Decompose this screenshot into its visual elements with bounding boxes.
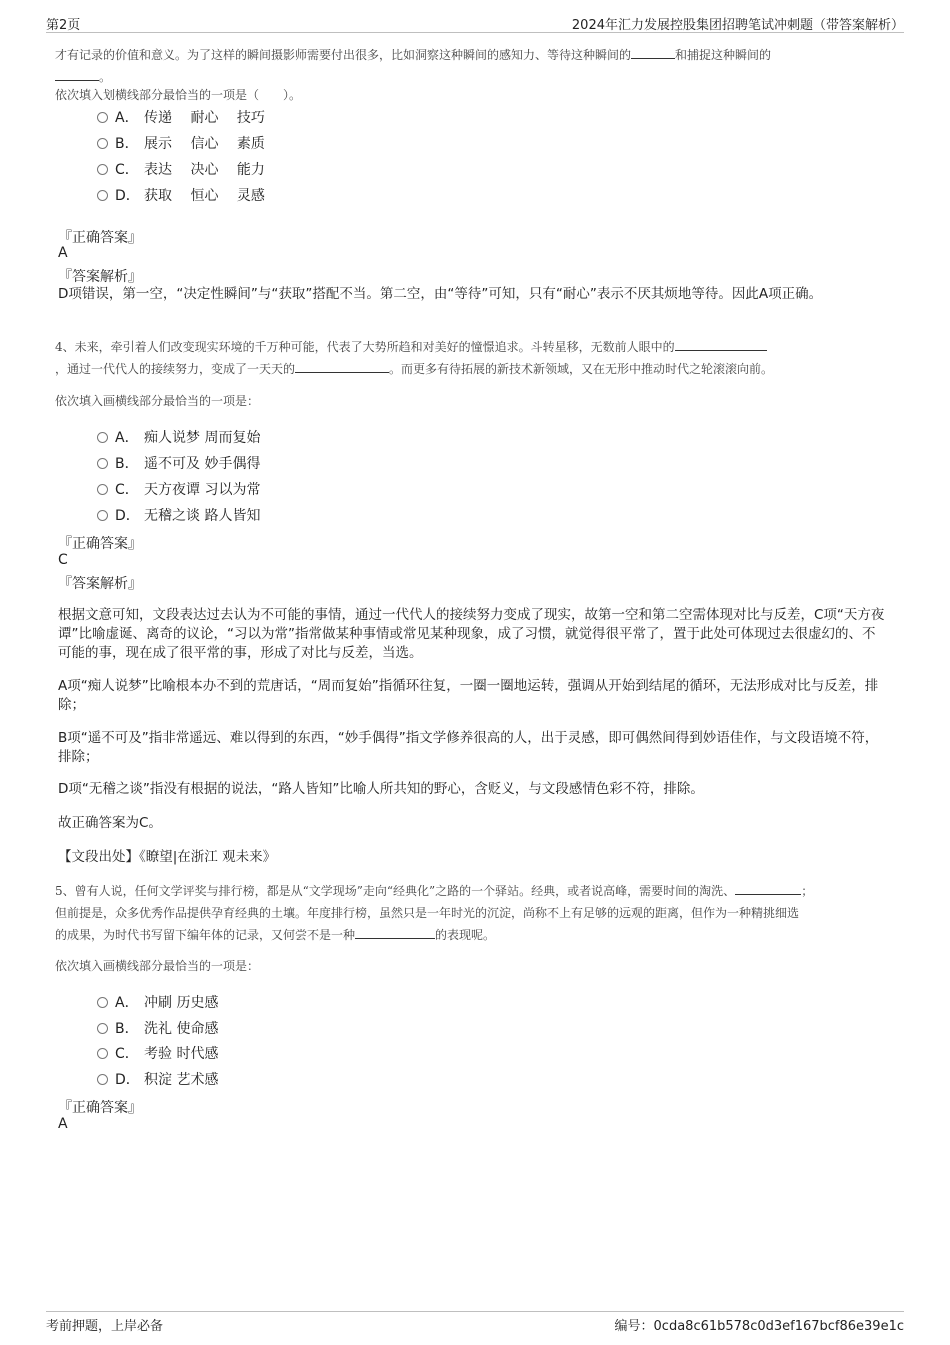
option-text: 积淀 艺术感 — [144, 1072, 219, 1088]
option-text: 无稽之谈 路人皆知 — [144, 508, 261, 524]
document-title: 2024年汇力发展控股集团招聘笔试冲刺题（带答案解析） — [571, 18, 904, 33]
q5-prompt: 依次填入画横线部分最恰当的一项是： — [55, 959, 260, 973]
q5-stem — [55, 880, 915, 946]
q4-analysis-p3: B项“遥不可及”指非常遥远、难以得到的东西，“妙手偶得”指文学修养很高的人，出于灵感，即可偶然间得到妙语佳作，与文段语境不符，排除； — [58, 730, 879, 765]
radio-button[interactable] — [97, 190, 108, 201]
q5-stem-part3: 但前提是，众多优秀作品提供孕育经典的土壤。年度排行榜，虽然只是一年时光的沉淀，尚称不上有足够的远观的距离，但作为一种精挑细选 — [55, 906, 800, 920]
radio-button[interactable] — [97, 112, 108, 123]
option-letter: D． — [115, 188, 140, 204]
page-footer — [46, 1311, 904, 1334]
page-number: 第2页 — [46, 18, 81, 33]
radio-button[interactable] — [97, 164, 108, 175]
q5-stem-part4: 的成果，为时代书写留下编年体的记录，又何尝不是一种 — [55, 928, 356, 942]
blank — [735, 882, 801, 895]
q4-analysis-p1: 根据文意可知，文段表达过去认为不可能的事情，通过一代代人的接续努力变成了现实，故第一空和第二空需体现对比与反差，C项“天方夜谭”比喻虚诞、离奇的议论，“习以为常”指常做某种事情或常见某种现象，成了习惯，就觉得很平常了，置于此处可体现过去很虚幻的、不可能的事，现在成了很平常的事，形成了对比与反差，当选。 — [58, 607, 885, 661]
option-letter: D． — [115, 508, 140, 524]
option-letter: C． — [115, 1046, 139, 1062]
option-text: 冲刷 历史感 — [144, 995, 219, 1011]
blank — [631, 46, 675, 59]
radio-button[interactable] — [97, 997, 108, 1008]
blank — [355, 926, 435, 939]
option-text: 天方夜谭 习以为常 — [144, 482, 261, 498]
q3-stem-part3: 。 — [99, 70, 112, 84]
option-letter: B． — [115, 136, 139, 152]
q4-answer-label: 『正确答案』 — [58, 536, 142, 552]
blank — [675, 338, 767, 351]
q4-stem-part3: 。而更多有待拓展的新技术新领域，又在无形中推动时代之轮滚滚向前。 — [389, 362, 774, 376]
q4-analysis-p5: 故正确答案为C。 — [58, 815, 162, 831]
option-text: 遥不可及 妙手偶得 — [144, 456, 261, 472]
q3-prompt: 依次填入划横线部分最恰当的一项是（ ）。 — [55, 88, 302, 102]
q3-stem-part1: 才有记录的价值和意义。为了这样的瞬间摄影师需要付出很多，比如洞察这种瞬间的感知力、等待这种瞬间的 — [55, 48, 632, 62]
option-text: 考验 时代感 — [144, 1046, 219, 1062]
q4-answer: C — [58, 552, 68, 568]
q3-answer: A — [58, 245, 68, 261]
page-header — [46, 14, 904, 33]
blank — [295, 360, 389, 373]
radio-button[interactable] — [97, 1074, 108, 1085]
q5-answer: A — [58, 1116, 68, 1132]
option-letter: B． — [115, 1021, 139, 1037]
q3-stem — [55, 44, 905, 88]
q5-stem-part1: 5、曾有人说，任何文学评奖与排行榜，都是从“文学现场”走向“经典化”之路的一个驿站。经典，或者说高峰，需要时间的淘洗、 — [55, 884, 736, 898]
q4-analysis-p4: D项“无稽之谈”指没有根据的说法，“路人皆知”比喻人所共知的野心，含贬义，与文段感情色彩不符，排除。 — [58, 781, 704, 797]
radio-button[interactable] — [97, 1023, 108, 1034]
radio-button[interactable] — [97, 458, 108, 469]
q3-stem-part2: 和捕捉这种瞬间的 — [675, 48, 772, 62]
option-text: 传递 耐心 技巧 — [144, 110, 265, 126]
radio-button[interactable] — [97, 484, 108, 495]
option-letter: A． — [115, 995, 139, 1011]
radio-button[interactable] — [97, 138, 108, 149]
document-code: 编号：0cda8c61b578c0d3ef167bcf86e39e1c — [614, 1319, 904, 1334]
option-letter: A． — [115, 430, 139, 446]
radio-button[interactable] — [97, 510, 108, 521]
radio-button[interactable] — [97, 1048, 108, 1059]
q3-answer-label: 『正确答案』 — [58, 230, 142, 246]
option-text: 展示 信心 素质 — [144, 136, 265, 152]
blank — [55, 68, 99, 81]
q5-stem-part5: 的表现呢。 — [435, 928, 496, 942]
option-text: 洗礼 使命感 — [144, 1021, 219, 1037]
q3-analysis: D项错误，第一空，“决定性瞬间”与“获取”搭配不当。第二空，由“等待”可知，只有“耐心”表示不厌其烦地等待。因此A项正确。 — [58, 286, 823, 302]
option-letter: D． — [115, 1072, 140, 1088]
footer-slogan: 考前押题，上岸必备 — [46, 1319, 164, 1334]
option-text: 表达 决心 能力 — [144, 162, 265, 178]
option-text: 获取 恒心 灵感 — [144, 188, 265, 204]
option-letter: A． — [115, 110, 139, 126]
q5-stem-part2: ； — [801, 884, 814, 898]
q4-analysis-label: 『答案解析』 — [58, 576, 142, 592]
q4-stem-part1: 4、未来，牵引着人们改变现实环境的千万种可能，代表了大势所趋和对美好的憧憬追求。斗转星移，无数前人眼中的 — [55, 340, 675, 354]
radio-button[interactable] — [97, 432, 108, 443]
q4-stem — [55, 336, 905, 380]
option-letter: C． — [115, 162, 139, 178]
q4-analysis-p2: A项“痴人说梦”比喻根本办不到的荒唐话，“周而复始”指循环往复，一圈一圈地运转，强调从开始到结尾的循环，无法形成对比与反差，排除； — [58, 678, 879, 713]
q3-analysis-label: 『答案解析』 — [58, 269, 142, 285]
q4-source: 【文段出处】《瞭望|在浙江 观未来》 — [58, 849, 277, 865]
option-text: 痴人说梦 周而复始 — [144, 430, 261, 446]
q4-stem-part2: ，通过一代代人的接续努力，变成了一天天的 — [55, 362, 296, 376]
option-letter: C． — [115, 482, 139, 498]
q5-answer-label: 『正确答案』 — [58, 1100, 142, 1116]
q4-prompt: 依次填入画横线部分最恰当的一项是： — [55, 394, 260, 408]
option-letter: B． — [115, 456, 139, 472]
